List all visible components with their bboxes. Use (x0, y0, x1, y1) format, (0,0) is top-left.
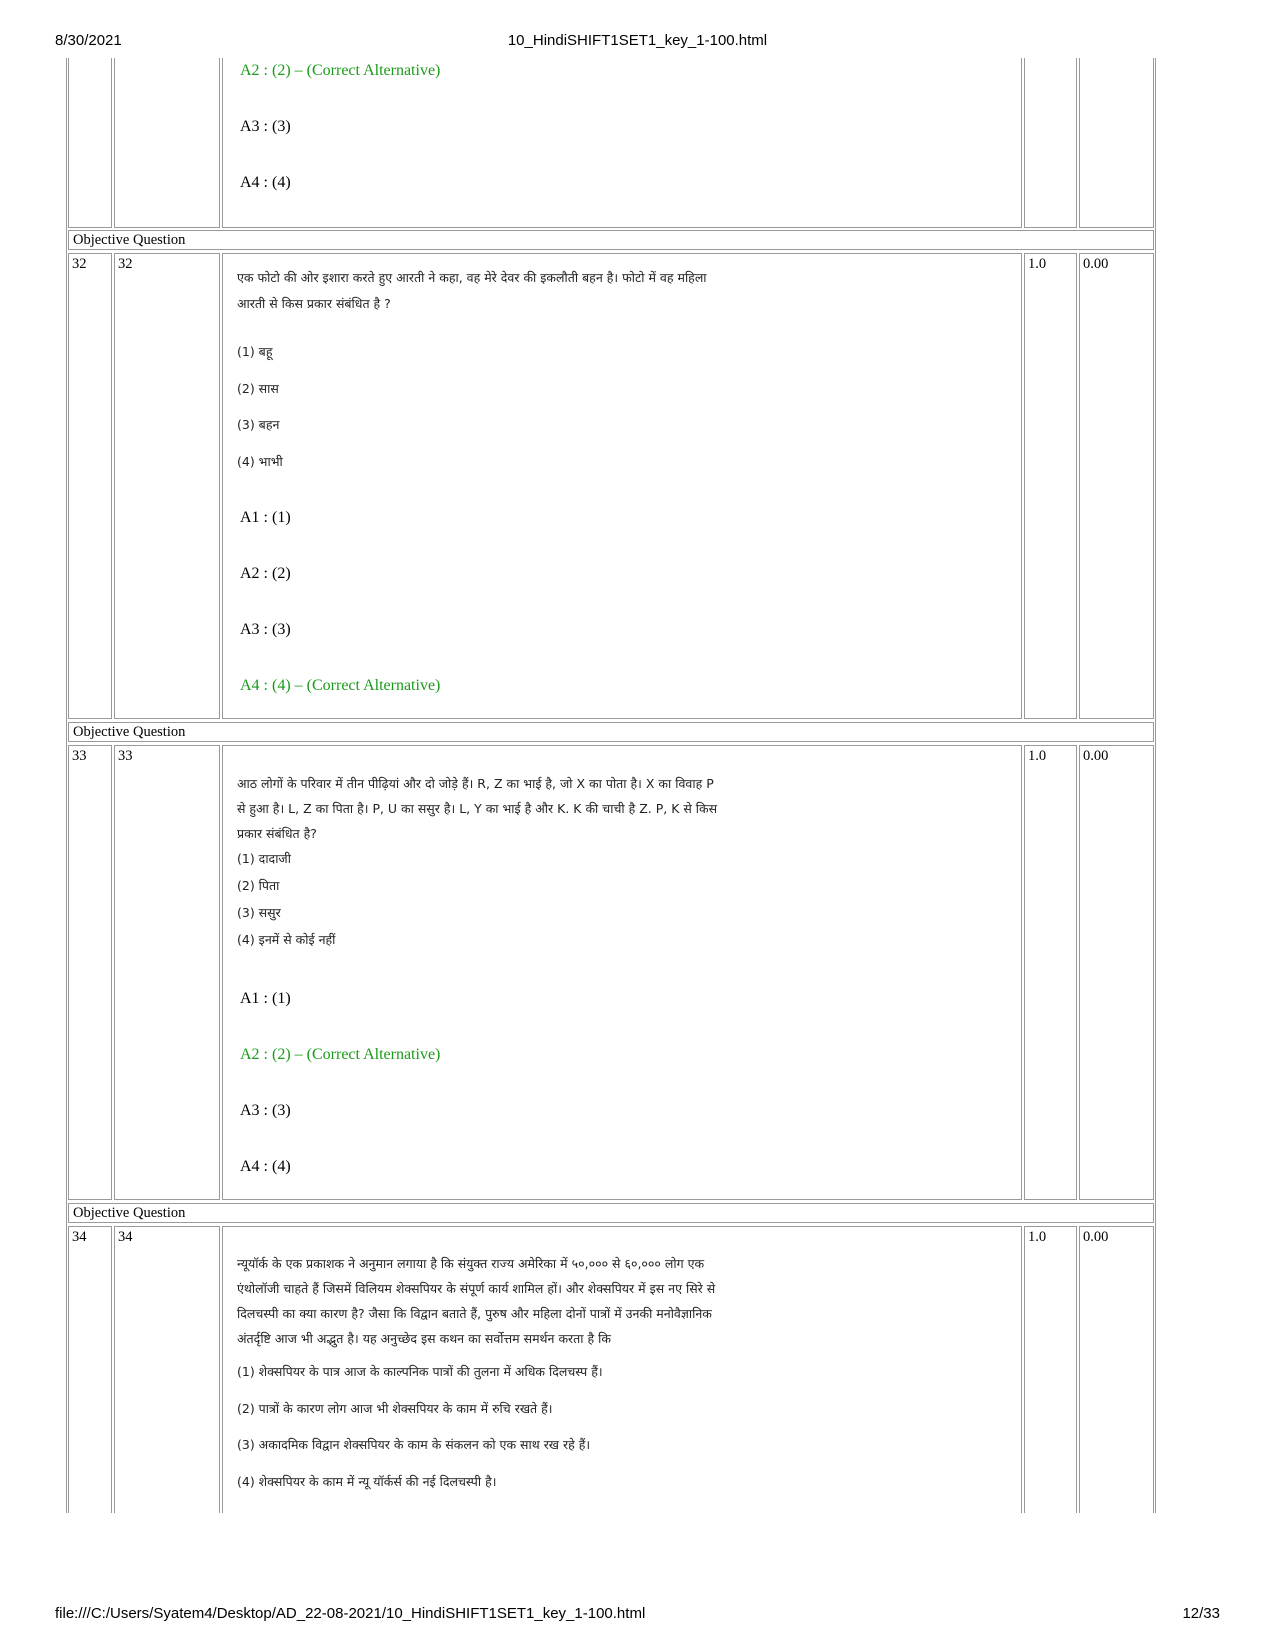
answer-option: A4 : (4) (240, 1158, 291, 1175)
qid-cell (114, 58, 220, 228)
question-option: (4) भाभी (237, 454, 283, 469)
question-text (237, 1250, 715, 1350)
answer-option: A3 : (3) (240, 118, 291, 135)
question-cell (222, 253, 1022, 719)
answer-option: A4 : (4) – (Correct Alternative) (240, 677, 441, 694)
marks-cell: 1.0 (1024, 1226, 1077, 1513)
question-line: दिलचस्पी का क्या कारण है? जैसा कि विद्वान बताते हैं, पुरुष और महिला दोनों पात्रों में उनकी मनोवैज्ञानिक (237, 1306, 712, 1321)
marks-cell (1024, 58, 1077, 228)
answer-option: A1 : (1) (240, 509, 291, 526)
qid-cell: 34 (114, 1226, 220, 1513)
sno-cell: 33 (68, 745, 112, 1200)
qid-cell: 33 (114, 745, 220, 1200)
question-option: (3) बहन (237, 417, 280, 432)
question-line: एक फोटो की ओर इशारा करते हुए आरती ने कहा, वह मेरे देवर की इकलौती बहन है। फोटो में वह महिला (237, 270, 707, 285)
negative-cell: 0.00 (1079, 745, 1154, 1200)
section-label-row (68, 230, 1154, 250)
section-label: Objective Question (73, 1205, 186, 1221)
answer-option: A2 : (2) (240, 565, 291, 582)
question-line: प्रकार संबंधित है? (237, 826, 317, 841)
answer-option: A3 : (3) (240, 621, 291, 638)
marks-cell: 1.0 (1024, 253, 1077, 719)
question-option: (3) अकादमिक विद्वान शेक्सपियर के काम के संकलन को एक साथ रख रहे हैं। (237, 1437, 591, 1452)
question-line: एंथोलॉजी चाहते हैं जिसमें विलियम शेक्सपियर के संपूर्ण कार्य शामिल हों। और शेक्सपियर में इस नए सिरे से (237, 1281, 716, 1296)
print-date: 8/30/2021 (55, 32, 122, 49)
question-option: (2) पात्रों के कारण लोग आज भी शेक्सपियर के काम में रुचि रखते हैं। (237, 1401, 553, 1416)
question-option: (4) शेक्सपियर के काम में न्यू यॉर्कर्स की नई दिलचस्पी है। (237, 1474, 497, 1489)
section-label: Objective Question (73, 232, 186, 248)
section-label: Objective Question (73, 724, 186, 740)
question-option: (2) सास (237, 381, 279, 396)
answer-option: A2 : (2) – (Correct Alternative) (240, 1046, 441, 1063)
question-text (237, 770, 717, 845)
question-line: अंतर्दृष्टि आज भी अद्भुत है। यह अनुच्छेद इस कथन का सर्वोत्तम समर्थन करता है कि (237, 1331, 611, 1346)
question-option: (1) बहू (237, 344, 273, 359)
question-line: से हुआ है। L, Z का पिता है। P, U का ससुर है। L, Y का भाई है और K. K की चाची है Z. P, K से किस (237, 801, 718, 816)
negative-cell: 0.00 (1079, 253, 1154, 719)
question-option: (4) इनमें से कोई नहीं (237, 932, 336, 947)
negative-cell: 0.00 (1079, 1226, 1154, 1513)
question-option: (2) पिता (237, 878, 280, 893)
question-line: न्यूयॉर्क के एक प्रकाशक ने अनुमान लगाया है कि संयुक्त राज्य अमेरिका में ५०,००० से ६०,००० लोग एक (237, 1256, 705, 1271)
question-text (237, 264, 707, 316)
qid-cell: 32 (114, 253, 220, 719)
question-line: आरती से किस प्रकार संबंधित है ? (237, 296, 391, 311)
question-option: (3) ससुर (237, 905, 281, 920)
answer-option: A1 : (1) (240, 990, 291, 1007)
document-title: 10_HindiSHIFT1SET1_key_1-100.html (507, 32, 768, 49)
answer-option: A2 : (2) – (Correct Alternative) (240, 62, 441, 79)
question-option: (1) दादाजी (237, 851, 291, 866)
file-path: file:///C:/Users/Syatem4/Desktop/AD_22-08-2021/10_HindiSHIFT1SET1_key_1-100.html (55, 1605, 646, 1622)
section-label-row (68, 722, 1154, 742)
question-option: (1) शेक्सपियर के पात्र आज के काल्पनिक पात्रों की तुलना में अधिक दिलचस्प हैं। (237, 1364, 603, 1379)
marks-cell: 1.0 (1024, 745, 1077, 1200)
question-cell (222, 58, 1022, 228)
question-line: आठ लोगों के परिवार में तीन पीढ़ियां और दो जोड़े हैं। R, Z का भाई है, जो X का पोता है। X का विवाह P (237, 776, 714, 791)
page-number: 12/33 (1182, 1605, 1220, 1622)
sno-cell (68, 58, 112, 228)
answer-option: A4 : (4) (240, 174, 291, 191)
sno-cell: 32 (68, 253, 112, 719)
negative-cell (1079, 58, 1154, 228)
answer-option: A3 : (3) (240, 1102, 291, 1119)
sno-cell: 34 (68, 1226, 112, 1513)
section-label-row (68, 1203, 1154, 1223)
